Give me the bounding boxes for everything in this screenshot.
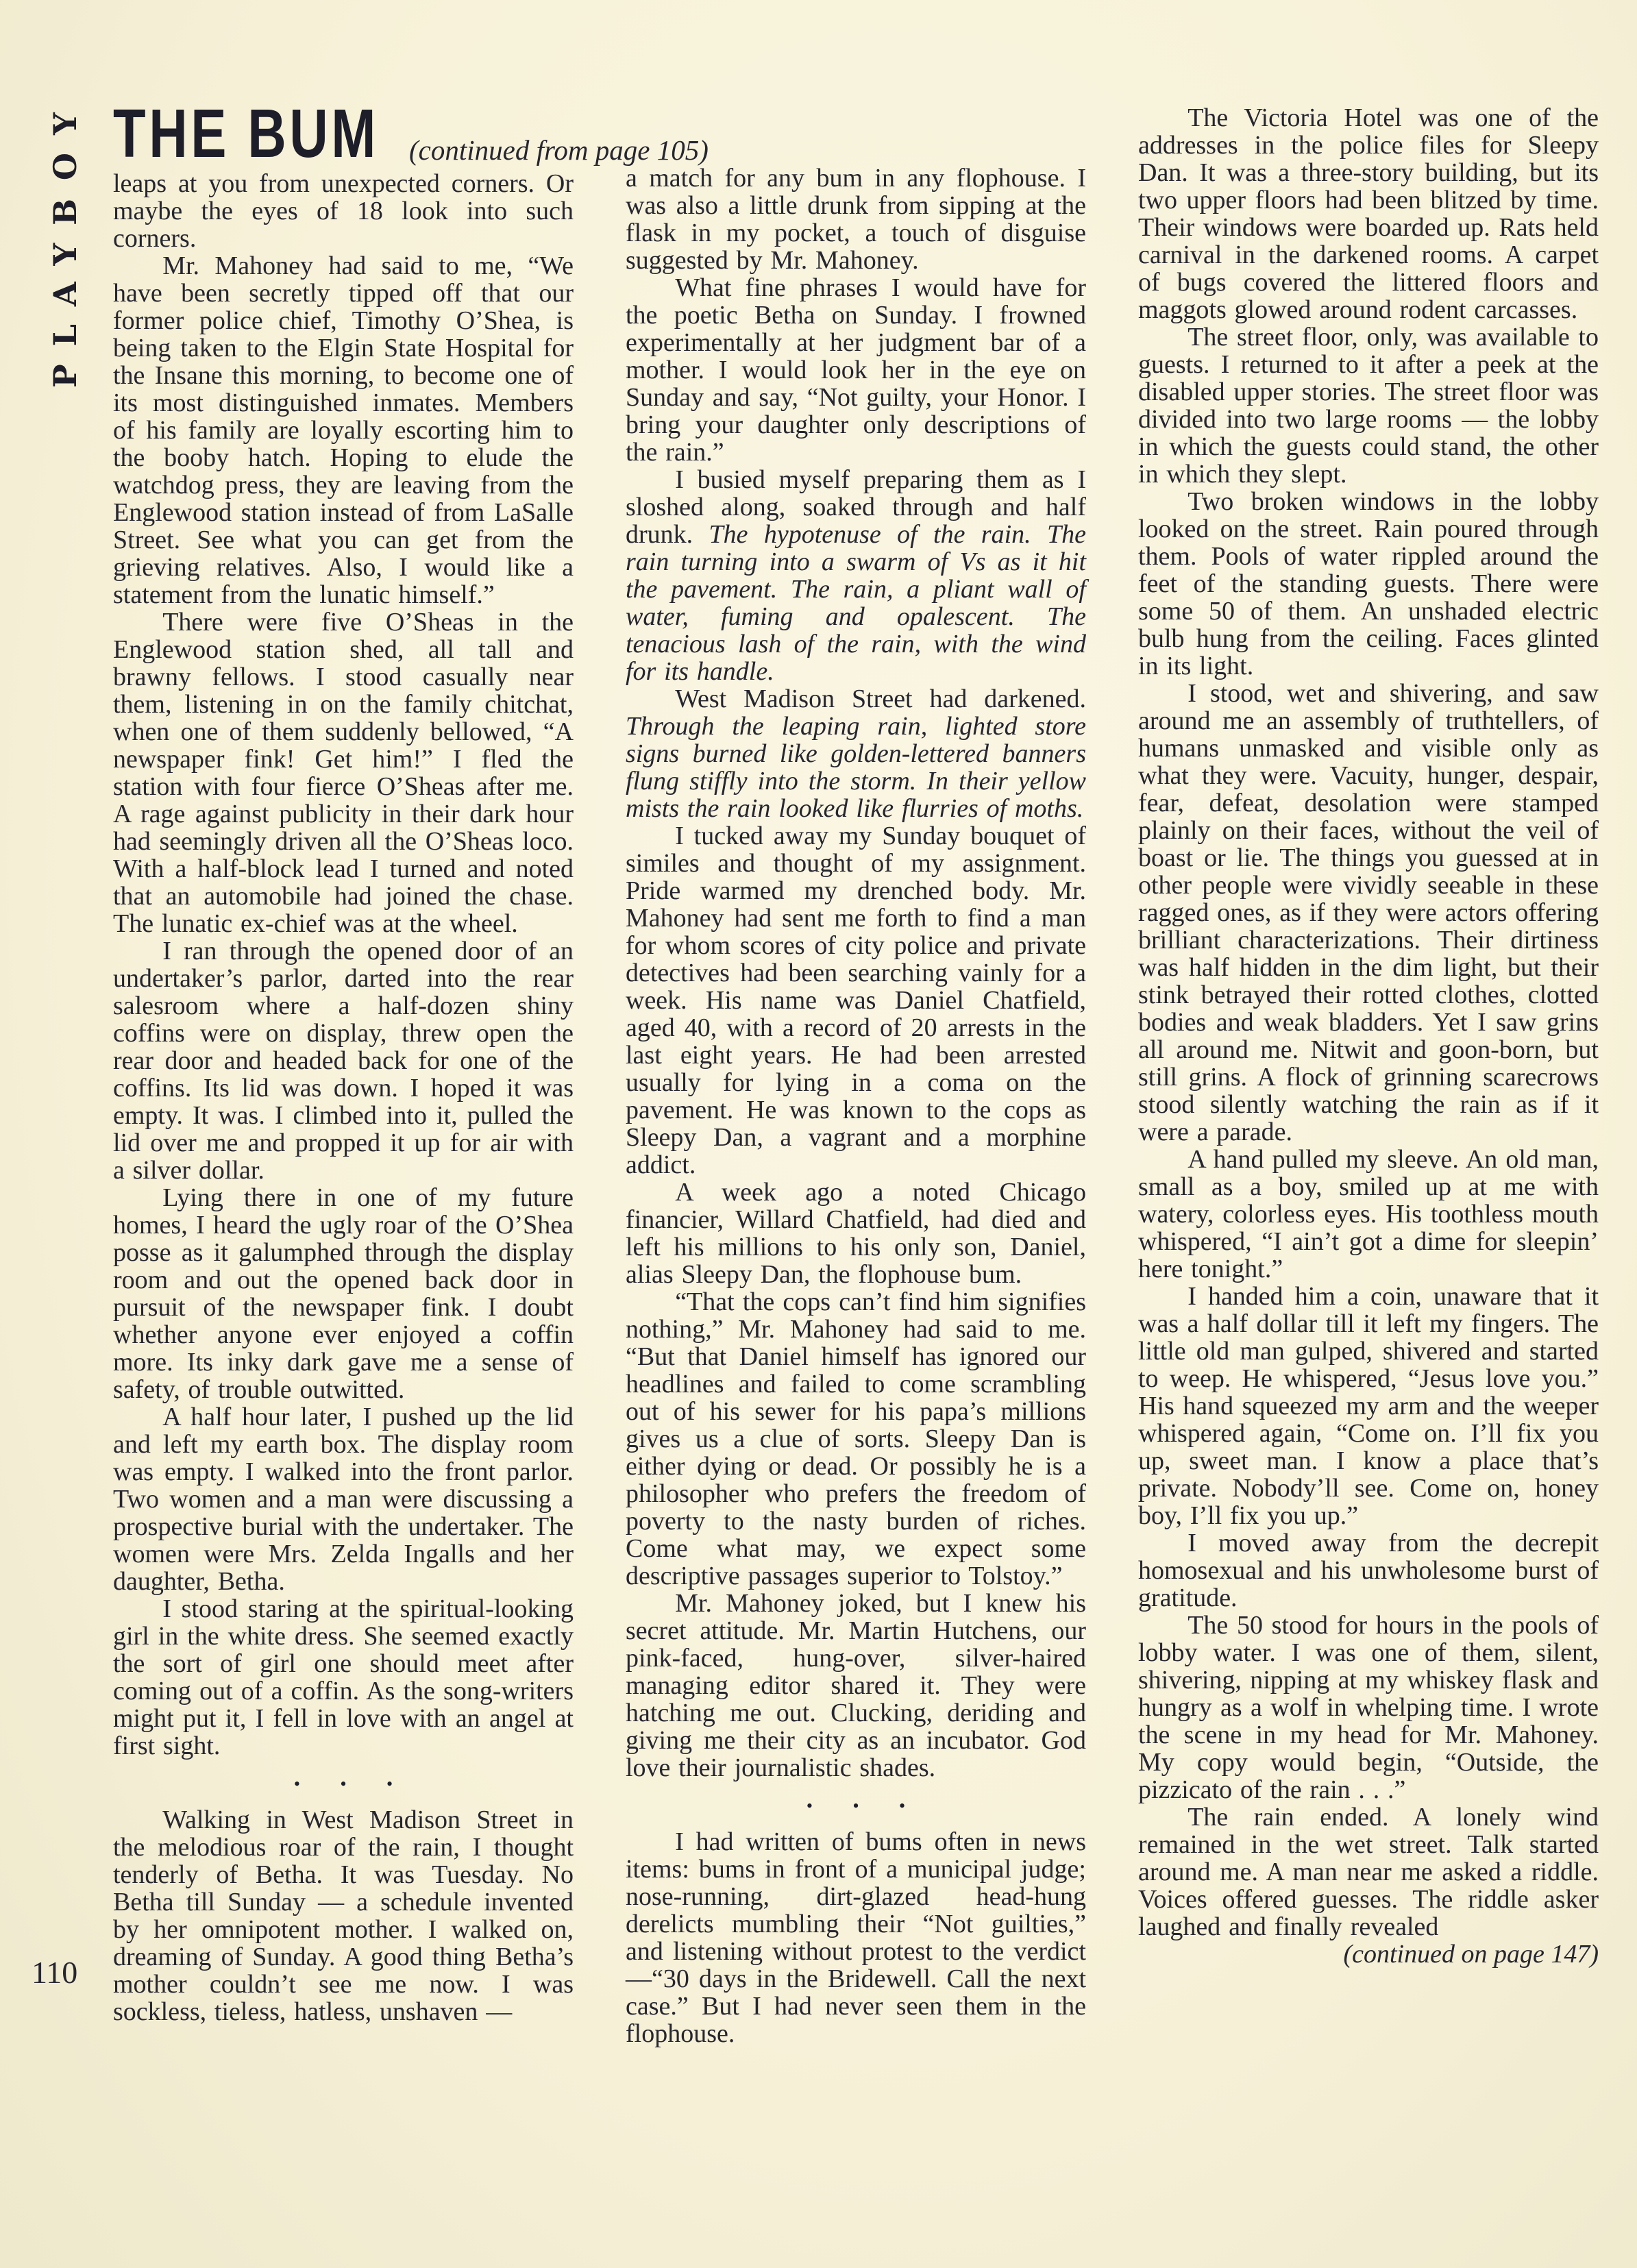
paragraph: Two broken windows in the lobby looked on the street. Rain poured through them. Pools of water rippled around the feet of the standing guests. There were some 50 of them. An unshaded electric bulb hung from the ceiling. Faces glinted in its light. <box>1138 487 1599 680</box>
paragraph: I moved away from the decrepit homosexual and his unwholesome burst of gratitude. <box>1138 1529 1599 1612</box>
paragraph: Walking in West Madison Street in the melodious roar of the rain, I thought tenderly of Betha. It was Tuesday. No Betha till Sunday — a schedule invented by her omnipotent mother. I walked on, dreaming of Sunday. A good thing Betha’s mother couldn’t see me now. I was sockless, tieless, hatless, unshaven — <box>113 1805 574 2026</box>
paragraph: The Victoria Hotel was one of the addresses in the police files for Sleepy Dan. It was a three-story building, but its two upper floors had been blitzed by time. Their windows were boarded up. Rats held carnival in the darkened rooms. A carpet of bugs covered the littered floors and maggots glowed around rodent carcasses. <box>1138 103 1599 324</box>
magazine-name-vertical: PLAYBOY <box>47 95 84 388</box>
column-text-left <box>113 170 574 2025</box>
article-title: THE BUM <box>113 95 380 172</box>
continued-on-note: (continued on page 147) <box>1343 1940 1599 1969</box>
paragraph: I ran through the opened door of an undertaker’s parlor, darted into the rear salesroom where a half-dozen shiny coffins were on display, threw open the rear door and headed back for one of the coffins. Its lid was down. I hoped it was empty. It was. I climbed into it, pulled the lid over me and propped it up for air with a silver dollar. <box>113 937 574 1185</box>
paragraph: “That the cops can’t find him signifies nothing,” Mr. Mahoney had said to me. “But that Daniel himself has ignored our headlines and failed to come scrambling out of his sewer for his papa’s millions gives us a clue of sorts. Sleepy Dan is either dying or dead. Or possibly he is a philosopher who prefers the freedom of poverty to the nasty burden of riches. Come what may, we expect some descriptive passages superior to Tolstoy.” <box>626 1287 1086 1590</box>
paragraph: I tucked away my Sunday bouquet of similes and thought of my assignment. Pride warmed my drenched body. Mr. Mahoney had sent me forth to find a man for whom scores of city police and private detectives had been searching vainly for a week. His name was Daniel Chatfield, aged 40, with a record of 20 arrests in the last eight years. He had been arrested usually for lying in a coma on the pavement. He was known to the cops as Sleepy Dan, a vagrant and a morphine addict. <box>626 822 1086 1179</box>
paragraph: The rain ended. A lonely wind remained in the wet street. Talk started around me. A man near me asked a riddle. Voices offered guesses. The riddle asker laughed and finally revealed <box>1138 1803 1599 1941</box>
paragraph: Mr. Mahoney joked, but I knew his secret attitude. Mr. Martin Hutchens, our pink-faced, hung-over, silver-haired managing editor shared it. They were hatching me out. Clucking, deriding and giving me their city as an incubator. God love their journalistic shades. <box>626 1589 1086 1782</box>
paragraph: I had written of bums often in news items: bums in front of a municipal judge; nose-running, dirt-glazed head-hung derelicts mumbling their “Not guilties,” and listening without protest to the verdict —“30 days in the Bridewell. Call the next case.” But I had never seen them in the flophouse. <box>626 1827 1086 2048</box>
paragraph: leaps at you from unexpected corners. Or maybe the eyes of 18 look into such corners. <box>113 169 574 253</box>
column-middle <box>626 0 1086 2047</box>
paragraph: a match for any bum in any flophouse. I was also a little drunk from sipping at the flask in my pocket, a touch of disguise suggested by Mr. Mahoney. <box>626 164 1086 275</box>
paragraph: A hand pulled my sleeve. An old man, small as a boy, smiled up at me with watery, colorless eyes. His toothless mouth whispered, “I ain’t got a dime for sleepin’ here tonight.” <box>1138 1145 1599 1283</box>
paragraph: Mr. Mahoney had said to me, “We have been secretly tipped off that our former police chief, Timothy O’Shea, is being taken to the Elgin State Hospital for the Insane this morning, to become one of its most distinguished inmates. Members of his family are loyally escorting him to the booby hatch. Hoping to elude the watchdog press, they are leaving from the Englewood station instead of from LaSalle Street. See what you can get from the grieving relatives. Also, I would like a statement from the lunatic himself.” <box>113 251 574 609</box>
section-separator-dots: • • • <box>806 1796 906 1816</box>
article-body <box>113 0 1599 2047</box>
column-left <box>113 0 574 2047</box>
page-number: 110 <box>32 1955 78 1990</box>
paragraph: The street floor, only, was available to guests. I returned to it after a peek at the disabled upper stories. The street floor was divided into two large rooms — the lobby in which the guests could stand, the other in which they slept. <box>1138 323 1599 489</box>
paragraph: The 50 stood for hours in the pools of lobby water. I was one of them, silent, shivering, nipping at my whiskey flask and hungry as a wolf in whelping time. I wrote the scene in my head for Mr. Mahoney. My copy would begin, “Outside, the pizzicato of the rain . . .” <box>1138 1611 1599 1804</box>
paragraph: West Madison Street had darkened. Through the leaping rain, lighted store signs burned like golden-lettered banners flung stiffly into the storm. In their yellow mists the rain looked like flurries of moths. <box>626 685 1086 823</box>
paragraph: I handed him a coin, unaware that it was a half dollar till it left my fingers. The little old man gulped, shivered and started to weep. He whispered, “Jesus love you.” His hand squeezed my arm and the weeper whispered again, “Come on. I’ll fix you up, sweet man. I know a place that’s private. Nobody’ll see. Come on, honey boy, I’ll fix you up.” <box>1138 1282 1599 1530</box>
paragraph: I stood, wet and shivering, and saw around me an assembly of truthtellers, of humans unmasked and visible only as what they were. Vacuity, hunger, despair, fear, defeat, desolation were stamped plainly on their faces, without the veil of boast or lie. The things you guessed at in other people were vividly seeable in these ragged ones, as if they were actors offering brilliant characterizations. Their dirtiness was half hidden in the dim light, but their stink betrayed their rotted clothes, clotted bodies and weak bladders. Yet I saw grins all around me. Nitwit and goon-born, but still grins. A flock of grinning scarecrows stood silently watching the rain as if it were a parade. <box>1138 679 1599 1146</box>
column-text-middle <box>626 164 1086 2047</box>
paragraph: A half hour later, I pushed up the lid and left my earth box. The display room was empty. I walked into the front parlor. Two women and a man were discussing a prospective burial with the undertaker. The women were Mrs. Zelda Ingalls and her daughter, Betha. <box>113 1403 574 1596</box>
paragraph: There were five O’Sheas in the Englewood station shed, all tall and brawny fellows. I stood casually near them, listening in on the family chitchat, when one of them suddenly bellowed, “A newspaper fink! Get him!” I fled the station with four fierce O’Sheas after me. A rage against publicity in their dark hour had seemingly driven all the O’Sheas loco. With a half-block lead I turned and noted that an automobile had joined the chase. The lunatic ex-chief was at the wheel. <box>113 608 574 938</box>
paragraph: Lying there in one of my future homes, I heard the ugly roar of the O’Shea posse as it galumphed through the display room and out the opened back door in pursuit of the newspaper fink. I doubt whether anyone ever enjoyed a coffin more. Its inky dark gave me a sense of safety, of trouble outwitted. <box>113 1183 574 1404</box>
section-separator-dots: • • • <box>293 1774 393 1794</box>
continued-from-note: (continued from page 105) <box>409 134 709 166</box>
paragraph: A week ago a noted Chicago financier, Willard Chatfield, had died and left his millions to his only son, Daniel, alias Sleepy Dan, the flophouse bum. <box>626 1178 1086 1289</box>
paragraph: What fine phrases I would have for the poetic Betha on Sunday. I frowned experimentally at her judgment bar of a mother. I would look her in the eye on Sunday and say, “Not guilty, your Honor. I bring your daughter only descriptions of the rain.” <box>626 273 1086 467</box>
column-text-right <box>1138 104 1599 1940</box>
paragraph: I busied myself preparing them as I sloshed along, soaked through and half drunk. The hypotenuse of the rain. The rain turning into a swarm of Vs as it hit the pavement. The rain, a pliant wall of water, fuming and opalescent. The tenacious lash of the rain, with the wind for its handle. <box>626 465 1086 686</box>
column-right <box>1138 0 1599 2047</box>
paragraph: I stood staring at the spiritual-looking girl in the white dress. She seemed exactly the sort of girl one should meet after coming out of a coffin. As the song-writers might put it, I fell in love with an angel at first sight. <box>113 1594 574 1760</box>
